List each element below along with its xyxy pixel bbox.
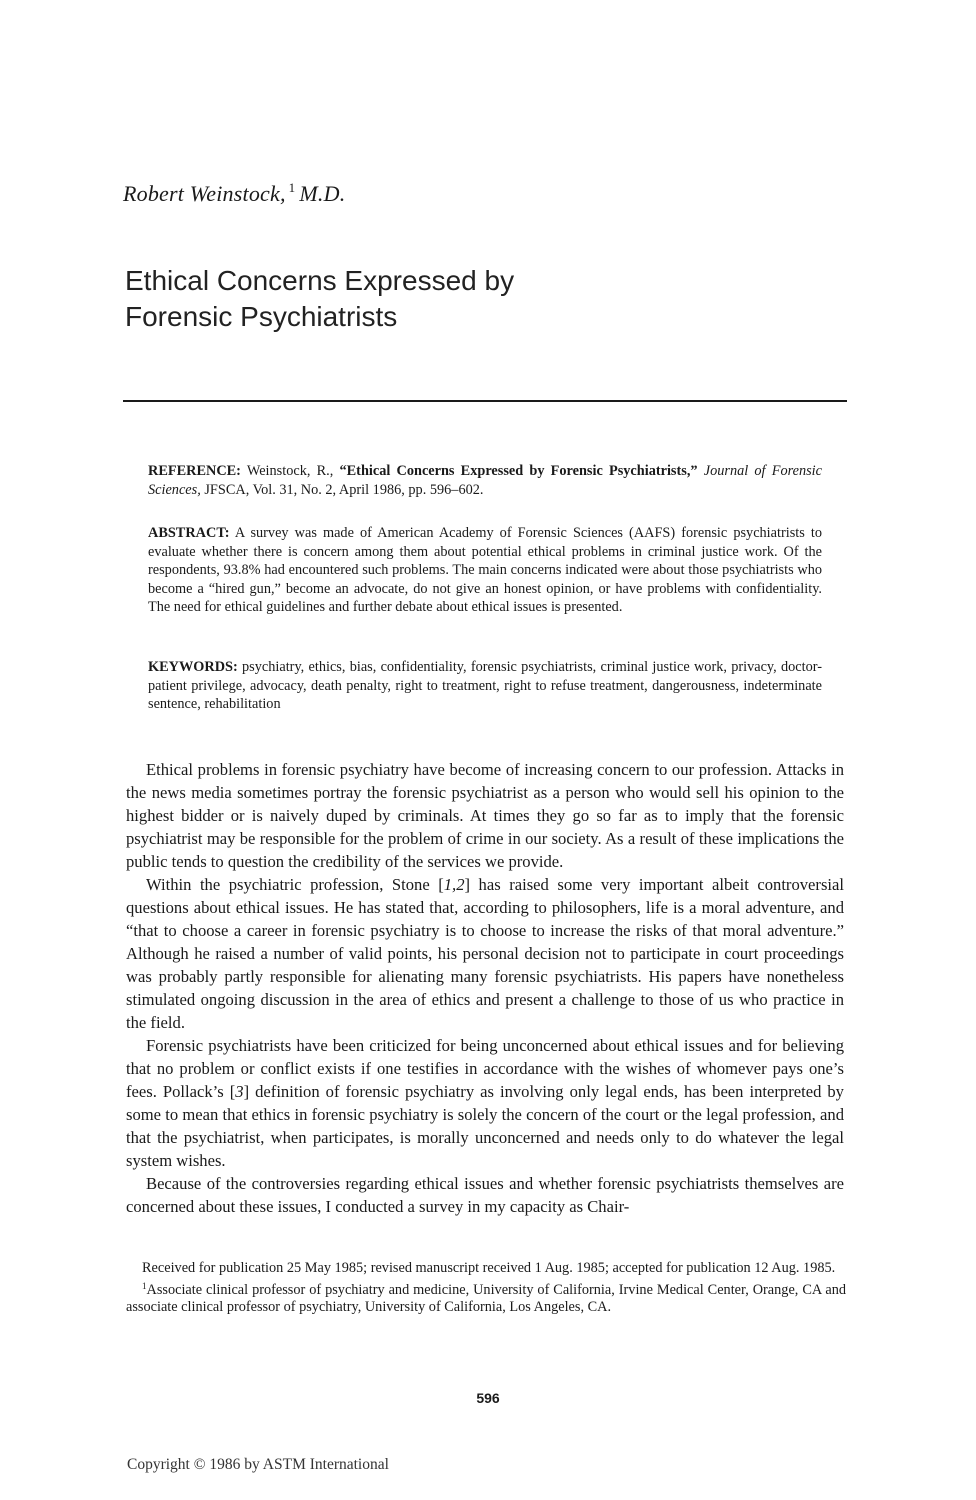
keywords-text: psychiatry, ethics, bias, confidentiality, forensic psychiatrists, criminal justice work, privacy, doctor-patient privilege, advocacy, death penalty, right to treatment, right to refuse treatment, dangerousness, indeterminate sentence, rehabilitation — [148, 659, 822, 712]
footnote-affiliation — [126, 1278, 846, 1317]
reference-article-title: “Ethical Concerns Expressed by Forensic Psychiatrists,” — [339, 463, 698, 479]
author-degree: M.D. — [299, 181, 346, 206]
reference-label: REFERENCE: — [148, 463, 241, 479]
footnote-affiliation-mark: 1 — [142, 1280, 147, 1291]
body-paragraph-4: Because of the controversies regarding ethical issues and whether forensic psychiatrists themselves are concerned about these issues, I conducted a survey in my capacity as Chair- — [126, 1174, 844, 1216]
body-paragraph-2 — [126, 873, 844, 1034]
reference-block — [148, 462, 822, 499]
footnote-affiliation-text: Associate clinical professor of psychiatry and medicine, University of California, Irvine Medical Center, Orange, CA and associate clinical professor of psychiatry, University of California, Los Angeles, CA. — [126, 1281, 846, 1315]
footnotes — [126, 1260, 846, 1317]
body-paragraph-3 — [126, 1034, 844, 1172]
abstract-text: A survey was made of American Academy of Forensic Sciences (AAFS) forensic psychiatrists to evaluate whether there is concern among them about potential ethical problems in criminal justice work. Of the respondents, 93.8% had encountered such problems. The main concerns indicated were about those psychiatrists who become a “hired gun,” become an advocate, do not give an honest opinion, or have problems with confidentiality. The need for ethical guidelines and further debate about ethical issues is presented. — [148, 525, 822, 615]
citation-ref: 1,2 — [443, 875, 465, 894]
reference-text-2: JFSCA, Vol. 31, No. 2, April 1986, pp. 596–602. — [200, 481, 484, 498]
body-paragraph-2-part-a: Within the psychiatric profession, Stone [ — [146, 875, 444, 894]
keywords-label: KEYWORDS: — [148, 659, 238, 675]
citation-ref: 3 — [235, 1082, 244, 1101]
paper-title-line-1: Ethical Concerns Expressed by — [125, 265, 515, 296]
page-number: 596 — [476, 1390, 500, 1406]
abstract-label: ABSTRACT: — [148, 525, 230, 541]
body-paragraph-3-part-b: ] definition of forensic psychiatry as involving only legal ends, has been interpreted by some to mean that ethics in forensic psychiatry is solely the concern of the court or the legal profession, and that the psychiatrist, when participates, is morally unconcerned and needs only to do whatever the legal system wishes. — [126, 1082, 844, 1170]
title-divider — [123, 400, 847, 402]
body-paragraph-2-part-b: ] has raised some very important albeit controversial questions about ethical issues. He has stated that, according to philosophers, life is a moral adventure, and “that to choose a career in forensic psychiatry is to choose to increase the risks of that moral adventure.” Although he raised a number of valid points, his personal decision not to participate in court proceedings was probably partly responsible for alienating many forensic psychiatrists. His papers have nonetheless stimulated ongoing discussion in the area of ethics and present a challenge to those of us who practice in the field. — [126, 875, 844, 1032]
reference-journal: Journal of Forensic Sciences, — [148, 463, 822, 498]
abstract-block — [148, 524, 822, 617]
reference-text-1: Weinstock, R., — [240, 463, 340, 479]
paper-title-line-2: Forensic Psychiatrists — [125, 301, 398, 332]
body-paragraph-1: Ethical problems in forensic psychiatry have become of increasing concern to our profession. Attacks in the news media sometimes portray the forensic psychiatrist as a person who would sell his opinion to the highest bidder or is naively duped by criminals. At times they go so far as to imply that the forensic psychiatrist may be responsible for the problem of crime in our society. As a result of these implications the public tends to question the credibility of the services we provide. — [126, 760, 844, 871]
author-name: Robert Weinstock, — [123, 181, 286, 206]
footnote-received: Received for publication 25 May 1985; revised manuscript received 1 Aug. 1985; accepted for publication 12 Aug. 1985. — [142, 1260, 836, 1276]
body-text — [126, 758, 844, 1218]
paper-title — [125, 263, 845, 335]
copyright-notice: Copyright © 1986 by ASTM International — [127, 1456, 389, 1473]
keywords-block — [148, 658, 822, 714]
author-line — [123, 180, 345, 207]
body-paragraph-3-part-a: Forensic psychiatrists have been criticized for being unconcerned about ethical issues and for believing that no problem or conflict exists if one testifies in accordance with the wishes of whomever pays one’s fees. Pollack’s [ — [126, 1036, 844, 1101]
author-footnote-mark: 1 — [288, 180, 296, 195]
